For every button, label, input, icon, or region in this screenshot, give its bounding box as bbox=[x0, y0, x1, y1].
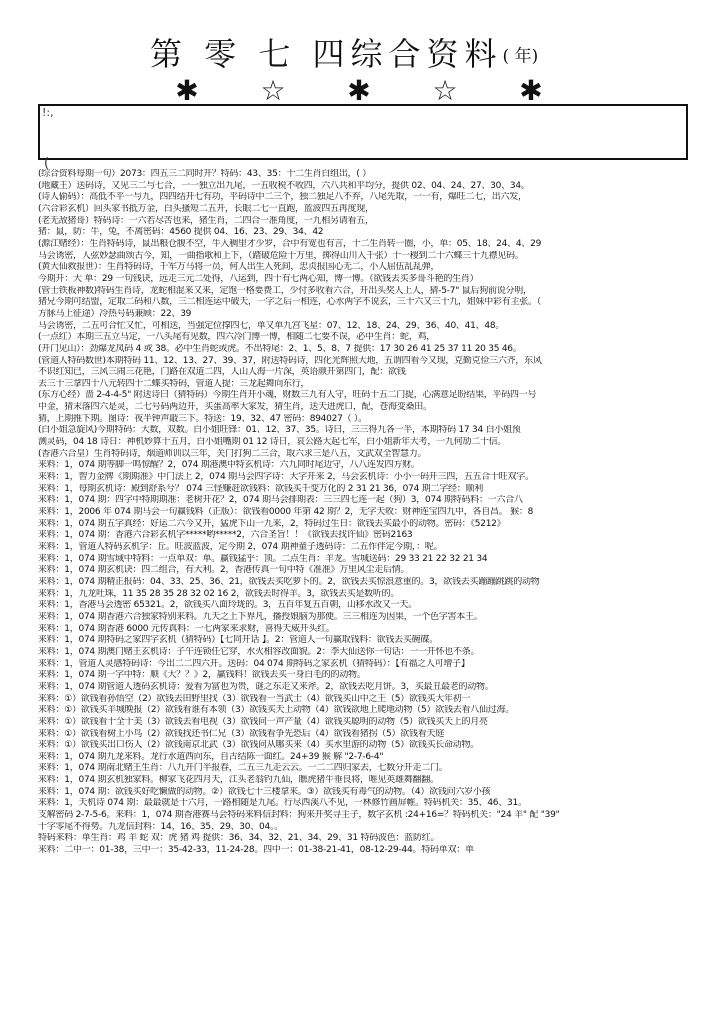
text-line: 来料：1，074 期五字真经：好运二六今又开，猛虎下山一九来，2，特码过生日：欲钱去买最小的动物。密码：《5212》 bbox=[38, 518, 506, 529]
text-line: 去三十三拿四十八元转四十二蝶买特码，管道人提：三龙起舞向东行， bbox=[38, 378, 310, 389]
text-line: 来料：①）欲钱买羊城晚报（2）欲钱看谁有本领（3）欲钱买天上动物（4）欲钱欲地上爬地动物（5）欲钱去看八仙过海。 bbox=[38, 705, 514, 716]
document-body bbox=[38, 169, 692, 1017]
banner-box bbox=[38, 104, 688, 160]
text-line: (六合彩玄机）回头家书抵万金，白头搔短二五开，长眼二七一直跑，蓝波四五再度现， bbox=[38, 203, 374, 214]
text-line: 来料：①）欲钱看树上小鸟（2）欲钱找还书仁兄（3）欲钱看争先恐后（4）欲钱看猪拐（5）欲钱看天庭 bbox=[38, 728, 444, 739]
asterisk-icon: ✱ bbox=[519, 74, 543, 107]
title-text: 第 零 七 四综合资料 bbox=[150, 35, 503, 73]
curl-mark: ( bbox=[44, 156, 50, 171]
text-line: 来料：1，074 期等脚一鸣惊醒？2，074 期港澳中特玄机诗：六九同时尾边守，八八连发四方财。 bbox=[38, 460, 420, 471]
title-year: ( 年) bbox=[502, 46, 539, 67]
text-line: 来料：1，074 期玄机独家料。柳家飞花四月天，江头老翁钓九仙，瞧虎猪牛垂良将，唯见英雄舞翻翻。 bbox=[38, 775, 439, 786]
text-line: 不识红知已，三风三闹三花艳，门路在双道二四，人山人海一片深，英语颜开第四门，配：欲钱 bbox=[38, 367, 406, 378]
text-line: 来料：1，074 期特码之家四字玄机（猜特码）【七同开话 】。2：管道人一句赢取钱料：欲钱去买碗碟。 bbox=[38, 635, 438, 646]
text-line: 马会诱密，二五可合忙又忙，可相送，当强定位撑四七，单又单九宫飞星：07、12、18、24、29、36、40、41、48。 bbox=[38, 320, 505, 331]
text-line: 猪兄今期可结盟，定取二码和八数，三二相连运中破天，一字之后一相连，心水两字不说玄，三十六又三十九，姐妹中彩有主张。（ bbox=[38, 297, 542, 308]
text-line: 来料：1，074 期澳门赌王玄机诗：子午连锁任它穿，水火相容改面貌。2：李大仙送你一句话：一一开怀也不条。 bbox=[38, 646, 480, 657]
banner-mark: !:, bbox=[42, 106, 54, 119]
text-line: 来料：①）欲钱看十全十美（3）欲钱去看电视（3）欲钱问一声产量（4）欲钱买聪明的动物（5）欲钱买天上的月亮 bbox=[38, 716, 488, 727]
text-line: 来料：1，2006 年 074 期马会一句赢钱料（正版）：欲钱看0000 年第 42 期？2，无字天收：财神连宝四九中，各自昌。 猴：8 bbox=[38, 507, 534, 518]
text-line: 来料：1，074 期：四字中特期期准：老树开花？2，074 期马会排期表：三三四七连一起（狗）3，074 期特码料：一六合八 bbox=[38, 495, 523, 506]
text-line: 来料：1，074 期精正报码：04、33、25、36、21，欲钱去买吃萝卜的。2，欲钱去买惊浪意重的。3，欲钱去买蹦蹦跳跳的动物 bbox=[38, 576, 540, 587]
text-line: 来料：1，074 期：香港六合彩玄机字*****哟*****2，六合圣旨！！《欲钱去找许仙》密码2163 bbox=[38, 530, 413, 541]
text-line: 来料：1，天机诗 074 期：最最就是十六月，一路相随是九尾。行尽西溪八不见，一林修竹画屏帷。特码机关：35、46、31。 bbox=[38, 798, 527, 809]
text-line: 来料：1，074 期雪域中特料：一点单双：单。赢钱猛乎：顶。二点生肖：羊龙。雪城送码：29 33 21 22 32 21 34 bbox=[38, 553, 488, 564]
text-line: 猪：鼠，防：牛，兔，不离密码：4560 提供 04、16、23、29、34、42 bbox=[38, 227, 324, 238]
text-line: (管士铁板神数)特码生肖诗，龙蛇相混来又来，定饱一格要费工，少付多收看六合，开出头奖人上人，猜-5-7" 鼠后狗前说分明， bbox=[38, 285, 532, 296]
text-line: 来料：1，九龙吐珠，11 35 28 35 28 32 02 16 2，欲钱去时得羊。3，欲钱去买是数听的。 bbox=[38, 588, 400, 599]
text-line: (源江赌经）：生肖特码诗，鼠出粮仓腹不空，牛入稠里才少罗，合中有宽也有言，十二生肖转一圈，小，单：05、18、24、4、29 bbox=[38, 238, 542, 249]
text-line: 来料：1，香港马会透密 65321。2，欲钱买八面玲珑的。3，五百年复五百朝，山移水改又一天。 bbox=[38, 600, 417, 611]
text-line: 来料：二中一：01-38，三中一：35-42-33，11-24-28。四中一：01-38-21-41，08-12-29-44。特码单双：单 bbox=[38, 845, 474, 856]
text-line: (黄大仙救报世）：生肖特码诗，千军万马将一员，何人出生入死间，忠贞报国心无二，小人屈伍乱乱弹， bbox=[38, 262, 440, 273]
text-line: 十字零尾不得势。九龙信封料：14、16、35、29、30、04。。 bbox=[38, 821, 283, 832]
text-line: 来料：①）欲钱买出口伤人（2）欲钱南京北武（3）欲钱问从哪买来（4）买水里游的动物（5）欲钱买长命动物。 bbox=[38, 740, 479, 751]
text-line: 来料：1，智力金牌《期期准》中门法上 2，074 期马会四字诗：大字开来 2，马会玄机诗：小小一码开三四，五五合十旺双字。 bbox=[38, 472, 534, 483]
text-line: (香港六合皇）生肖特码诗，烟道师训以三年，关门打狗二三合，取六求三是八五，文武双全智慧力。 bbox=[38, 448, 427, 459]
text-line: 猜，上期推下期。图诗：夜半钟声敲三下。特送：19、32、47 密码：894027（ ）。 bbox=[38, 413, 367, 424]
star-outline-icon: ☆ bbox=[260, 74, 286, 107]
text-line: 来料：1，074 期管道人透码玄机诗：爱看为富也为贵，谜之东走又来斧。2，欲钱去吃月饼。3，买最丑最老的动物。 bbox=[38, 681, 494, 692]
text-line: 来料：1，074 期香港六合独家特别来料。九天之上下界凡，播授娘脑为那便。三三相连为因果，一个色字害本王。 bbox=[38, 611, 483, 622]
text-line: 方脉马上征途）冷热号码兼顾：22、39 bbox=[38, 308, 192, 319]
text-line: 测灵码，04 18 诗日：神机妙算十五月，白小姐嘴期 01 12 诗日，哀公路大起七军，白小姐新年大考，一九何劢二十信。 bbox=[38, 437, 507, 448]
text-line: 来料：1，074 期九龙来料。龙行水道西向东，自古结陈一面红。24+39 猴 解 "2-7-6-4" bbox=[38, 751, 384, 762]
text-line: (一点红）本期三五立马定，一八头尾有见数，四六冷门博一博，相随二七要不误，必中生肖：蛇，鸡， bbox=[38, 332, 436, 343]
text-line: (管道人特码数世)本期特码 11、12、13、27、39、37，附送特码诗，四化光辉照大地，五谓四看今又现，克勤克俭三六齐，东风 bbox=[38, 355, 542, 366]
text-line: (东方心经）啬 2-4-4-5" 附送诗曰（猜特码）今期生肖开小魂，财数三九有人守，旺码十五二门捉，心满意足盼结果，平码四一号 bbox=[38, 390, 537, 401]
text-line: 中金，猜末落四六是灵，二七号码两边开，买蛋高率大家发，猜生肖，送天进虎口，配，苍海变桑田。 bbox=[38, 402, 432, 413]
star-row bbox=[170, 76, 550, 106]
star-outline-icon: ☆ bbox=[432, 74, 458, 107]
text-line: (地藏王）送码诗，又见三二与七合，一一独立出九尾，一五收税不收四，六八共和平均分，提供 02、04、24、27、30、34。 bbox=[38, 180, 530, 191]
asterisk-icon: ✱ bbox=[347, 74, 371, 107]
text-line: (开门见山）：劲爆龙凤码 4 或 38。必中生肖蛇或虎。不出特尾：2、1、5、8、7 提供：17 30 26 41 25 37 11 20 35 46。 bbox=[38, 343, 522, 354]
text-line: 支解密码 2-7-5-6。来料：1，074 期香港赛马会特码来料信封料：狗来开奖寻主子，数字玄机 :24+16=？特码机关："24 羊" 配 "39" bbox=[38, 810, 560, 821]
text-line: 来料：1，074 期一字中特：顺《大？？》2，赢钱料！欲钱去买一身白毛的的动物。 bbox=[38, 670, 366, 681]
text-line: 今期开：大 单：29 一句钱诀，远走三元二处得，八运到，四十有七两心知，博一博。（欲钱去买多哥斗艳的生肖） bbox=[38, 273, 479, 284]
text-line: 来料：1，管道人灵感特码诗：今出二二四六开。送码：04 074 期特码之家玄机（猜特码）：【有福之人可增子】 bbox=[38, 658, 470, 669]
page-title bbox=[150, 34, 610, 74]
text-line: (诗人偷码）：高低不平一与九，四四结开七有功，平码诗中二三个，独二独足八不弃，八尾先取，一一有，爆旺二七，出六发， bbox=[38, 192, 527, 203]
text-line: 来料：①）欲钱看孙悟空（2）欲钱去田野里找（3）欲钱看一当武士（4）欲钱买山中之王（5）欲钱买大年初一 bbox=[38, 693, 471, 704]
text-line: 来料：1，074 期玄机诀：四二组合，有大利。2，香港传真一句中特《准准》万里风尘走后情。 bbox=[38, 565, 410, 576]
text-line: (综合资料每期一句）2073：四五三二同时开？特码：43、35：十二生肖白组出，( ） bbox=[38, 169, 371, 179]
text-line: (白小姐急旋风)今期特码：大数，双数。白小姐旺锋：01、12、37、35。诗曰，三三得九各一半，本期特码 17 34 白小姐预 bbox=[38, 425, 521, 436]
text-line: 来料：1，074 期南北赌王生肖：八九开门半报春，二五三九走云云。一二二四归家去，七数分开走二门。 bbox=[38, 763, 448, 774]
text-line: 马会诱密，人弦妙瑟曲颂古今，知，一曲指歌和上下，（踏破危险十万里，掷得山川入千张）十一稷到二十六蝶三十九襟见码。 bbox=[38, 250, 524, 261]
text-line: (老无敌猪哥）特码诗：一六若尽苦也来，猪生肖，二四合一准角度，一九相另请看五， bbox=[38, 215, 374, 226]
text-line: 来料：1，管道人特码玄机字：丘。旺波蓝波，定今期 2，074 期神童子透码诗：二五作伴定今期，：呢。 bbox=[38, 542, 443, 552]
text-line: 来料：1，074 期：欲钱买好吃懒做的动物。②）欲钱七十三楼拿来。③）欲钱买有毒气的动物。（4）欲钱问六岁小孩 bbox=[38, 786, 491, 797]
text-line: 来料：1，每期玄机诗：殿到舒系兮？ 074 三怪赚赶欲钱料：欲钱买千变万化的 2 31 21 36，074 期二字经：顺利 bbox=[38, 483, 483, 494]
text-line: 来料：1，074 期香港 6000 元传真料：一七两家来求财，喜得天威开头红。 bbox=[38, 623, 335, 634]
asterisk-icon: ✱ bbox=[175, 74, 199, 107]
text-line: 特码来料：单生肖：鸡 羊 蛇 双：虎 猪 鸡 提供：36、34、32、21、34、29、31 特码波色：蓝防红。 bbox=[38, 833, 440, 844]
